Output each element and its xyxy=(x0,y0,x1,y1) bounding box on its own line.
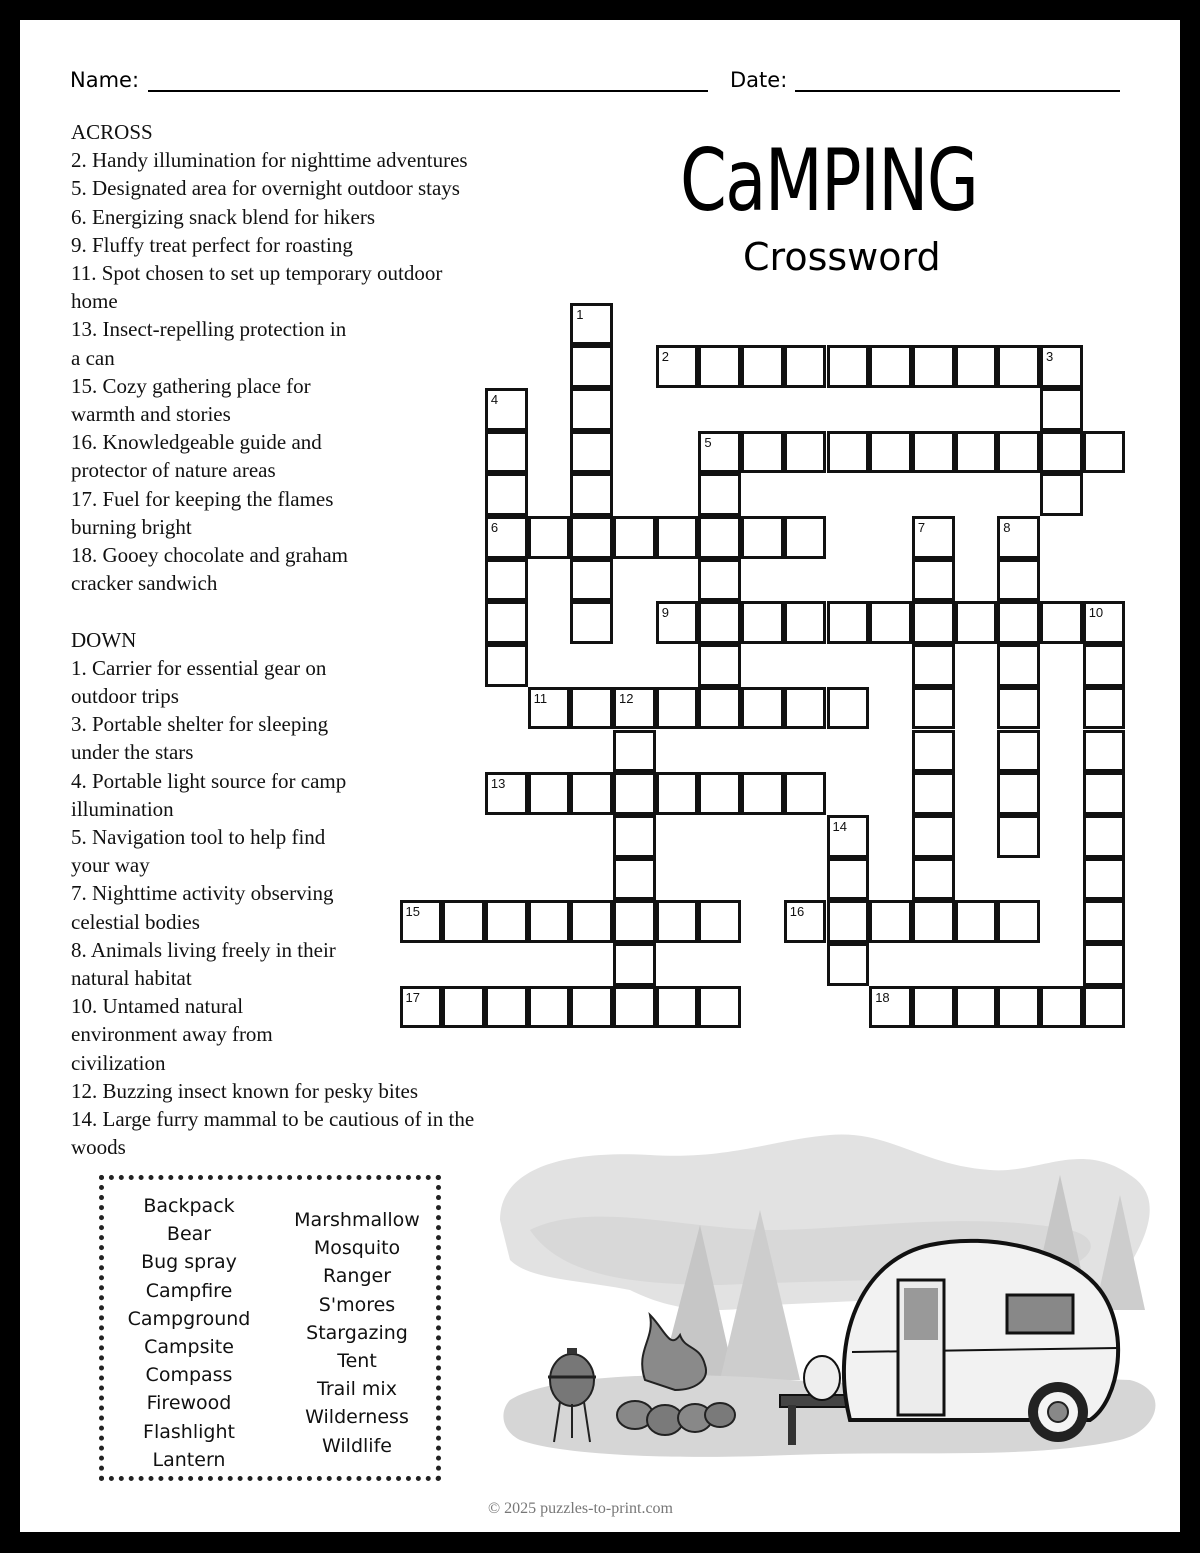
grid-cell[interactable] xyxy=(570,687,613,730)
down-clue-10: 10. Untamed natural xyxy=(71,994,244,1019)
grid-cell[interactable] xyxy=(613,516,656,559)
date-label: Date: xyxy=(730,68,788,92)
grid-cell[interactable] xyxy=(741,431,784,474)
grid-cell[interactable] xyxy=(1083,687,1126,730)
grid-cell[interactable] xyxy=(784,772,827,815)
grid-cell[interactable] xyxy=(912,644,955,687)
grid-cell[interactable] xyxy=(955,986,998,1029)
page-title: CaMPING xyxy=(680,131,978,231)
grid-cell[interactable] xyxy=(1083,644,1126,687)
across-clue-11: 11. Spot chosen to set up temporary outdoor xyxy=(71,261,443,285)
clue-number: 13 xyxy=(490,776,506,792)
grid-cell[interactable] xyxy=(485,644,528,687)
clue-number: 4 xyxy=(490,391,499,407)
worksheet-page xyxy=(20,20,1180,1532)
grid-cell[interactable] xyxy=(997,644,1040,687)
down-clue-12: 12. Buzzing insect known for pesky bites xyxy=(71,1078,419,1103)
grid-cell[interactable] xyxy=(784,431,827,474)
grid-cell[interactable] xyxy=(955,431,998,474)
clue-number: 14 xyxy=(832,818,847,834)
grid-cell[interactable] xyxy=(1040,473,1083,516)
grid-cell[interactable] xyxy=(912,858,955,901)
down-clue-7: celestial bodies xyxy=(71,909,200,934)
grid-cell[interactable] xyxy=(570,431,613,474)
down-clue-4: 4. Portable light source for camp xyxy=(71,768,347,793)
grid-cell[interactable] xyxy=(698,516,741,559)
grid-cell[interactable] xyxy=(528,516,571,559)
clue-number: 3 xyxy=(1046,349,1054,365)
grid-cell[interactable] xyxy=(698,601,741,644)
across-clue-6: 6. Energizing snack blend for hikers xyxy=(71,204,376,229)
grid-cell[interactable] xyxy=(485,516,528,559)
grid-cell[interactable] xyxy=(1083,943,1126,986)
grid-cell[interactable] xyxy=(485,601,528,644)
grid-cell[interactable] xyxy=(400,900,443,943)
word-bank-item: Firewood xyxy=(146,1392,232,1415)
word-bank-item: Wildlife xyxy=(322,1434,392,1457)
clue-number: 2 xyxy=(661,349,669,365)
grid-cell[interactable] xyxy=(570,772,613,815)
grid-cell[interactable] xyxy=(912,559,955,602)
word-bank-item: Campground xyxy=(127,1307,251,1330)
grid-cell[interactable] xyxy=(613,900,656,943)
grid-cell[interactable] xyxy=(656,345,699,388)
grid-cell[interactable] xyxy=(656,986,699,1029)
grid-cell[interactable] xyxy=(912,345,955,388)
word-bank-item: Trail mix xyxy=(317,1378,397,1401)
grid-cell[interactable] xyxy=(741,345,784,388)
grill-icon xyxy=(548,1348,596,1442)
across-clue-2: 2. Handy illumination for nighttime adventures xyxy=(71,148,468,173)
down-clue-8: natural habitat xyxy=(71,966,192,990)
clue-number: 1 xyxy=(576,306,584,322)
word-bank-item: Campfire xyxy=(145,1279,233,1302)
down-clue-10: environment away from xyxy=(71,1022,273,1047)
across-heading: ACROSS xyxy=(71,120,153,144)
grid-cell[interactable] xyxy=(656,516,699,559)
grid-cell[interactable] xyxy=(528,687,571,730)
grid-cell[interactable] xyxy=(570,388,613,431)
down-clue-3: under the stars xyxy=(71,740,194,765)
clue-number: 9 xyxy=(661,605,669,621)
grid-cell[interactable] xyxy=(1083,601,1126,644)
grid-cell[interactable] xyxy=(570,986,613,1029)
grid-cell[interactable] xyxy=(869,601,912,644)
grid-cell[interactable] xyxy=(570,303,613,346)
across-clue-9: 9. Fluffy treat perfect for roasting xyxy=(71,232,353,257)
down-clue-1: outdoor trips xyxy=(71,684,179,708)
grid-cell[interactable] xyxy=(570,900,613,943)
grid-cell[interactable] xyxy=(698,559,741,602)
grid-cell[interactable] xyxy=(827,943,870,986)
grid-cell[interactable] xyxy=(528,900,571,943)
across-clue-18: 18. Gooey chocolate and graham xyxy=(71,543,348,567)
down-clue-4: illumination xyxy=(71,796,174,821)
grid-cell[interactable] xyxy=(1083,986,1126,1029)
grid-cell[interactable] xyxy=(1040,601,1083,644)
grid-cell[interactable] xyxy=(1083,431,1126,474)
grid-cell[interactable] xyxy=(485,900,528,943)
clue-number: 6 xyxy=(490,520,499,535)
grid-cell[interactable] xyxy=(656,687,699,730)
grid-cell[interactable] xyxy=(912,730,955,773)
grid-cell[interactable] xyxy=(698,687,741,730)
grid-cell[interactable] xyxy=(570,473,613,516)
word-bank xyxy=(99,1175,441,1481)
grid-cell[interactable] xyxy=(912,900,955,943)
grid-cell[interactable] xyxy=(827,900,870,943)
clue-number: 15 xyxy=(405,904,420,920)
grid-cell[interactable] xyxy=(485,559,528,602)
grid-cell[interactable] xyxy=(698,986,741,1029)
grid-cell[interactable] xyxy=(613,772,656,815)
grid-cell[interactable] xyxy=(997,559,1040,602)
grid-cell[interactable] xyxy=(613,986,656,1029)
grid-cell[interactable] xyxy=(912,772,955,815)
grid-cell[interactable] xyxy=(955,601,998,644)
clue-number: 5 xyxy=(704,434,712,450)
down-clue-10: civilization xyxy=(71,1050,166,1075)
word-bank-item: Bug spray xyxy=(141,1251,237,1274)
across-clue-17: burning bright xyxy=(71,514,192,539)
camping-illustration xyxy=(470,1080,1170,1510)
down-clue-3: 3. Portable shelter for sleeping xyxy=(71,712,329,737)
across-clue-13: 13. Insect-repelling protection in xyxy=(71,317,347,342)
grid-cell[interactable] xyxy=(698,473,741,516)
grid-cell[interactable] xyxy=(784,516,827,559)
word-bank-item: Campsite xyxy=(144,1336,234,1359)
grid-cell[interactable] xyxy=(869,431,912,474)
grid-cell[interactable] xyxy=(1040,345,1083,388)
down-clue-14: woods xyxy=(71,1135,126,1160)
down-clue-1: 1. Carrier for essential gear on xyxy=(71,655,327,680)
grid-cell[interactable] xyxy=(613,730,656,773)
clue-number: 12 xyxy=(619,690,634,706)
clue-number: 16 xyxy=(789,904,805,920)
grid-cell[interactable] xyxy=(869,345,912,388)
down-clue-5: your way xyxy=(71,853,150,878)
grid-cell[interactable] xyxy=(698,431,741,474)
grid-cell[interactable] xyxy=(912,516,955,559)
grid-cell[interactable] xyxy=(827,601,870,644)
grid-cell[interactable] xyxy=(656,772,699,815)
grid-cell[interactable] xyxy=(912,986,955,1029)
word-bank-item: Backpack xyxy=(143,1195,235,1217)
grid-cell[interactable] xyxy=(656,900,699,943)
across-clue-18: cracker sandwich xyxy=(71,571,218,596)
grid-cell[interactable] xyxy=(613,815,656,858)
across-clue-16: protector of nature areas xyxy=(71,458,276,483)
clue-number: 10 xyxy=(1088,605,1104,621)
grid-cell[interactable] xyxy=(1083,900,1126,943)
grid-cell[interactable] xyxy=(485,772,528,815)
grid-cell[interactable] xyxy=(1040,986,1083,1029)
down-clue-8: 8. Animals living freely in their xyxy=(71,937,336,962)
grid-cell[interactable] xyxy=(741,687,784,730)
grid-cell[interactable] xyxy=(1040,431,1083,474)
word-bank-item: Ranger xyxy=(322,1265,392,1288)
across-clue-17: 17. Fuel for keeping the flames xyxy=(71,486,334,511)
across-clue-5: 5. Designated area for overnight outdoor stays xyxy=(71,176,460,201)
word-bank-item: S'mores xyxy=(318,1293,396,1316)
across-clue-11: home xyxy=(71,289,118,314)
grid-cell[interactable] xyxy=(997,815,1040,858)
grid-cell[interactable] xyxy=(912,815,955,858)
grid-cell[interactable] xyxy=(570,559,613,602)
grid-cell[interactable] xyxy=(698,900,741,943)
grid-cell[interactable] xyxy=(827,815,870,858)
grid-cell[interactable] xyxy=(698,772,741,815)
grid-cell[interactable] xyxy=(613,943,656,986)
grid-cell[interactable] xyxy=(698,644,741,687)
word-bank-item: Wilderness xyxy=(305,1406,409,1429)
grid-cell[interactable] xyxy=(997,516,1040,559)
grid-cell[interactable] xyxy=(698,345,741,388)
grid-cell[interactable] xyxy=(784,900,827,943)
grid-cell[interactable] xyxy=(741,516,784,559)
grid-cell[interactable] xyxy=(485,431,528,474)
grid-cell[interactable] xyxy=(570,601,613,644)
grid-cell[interactable] xyxy=(912,601,955,644)
grid-cell[interactable] xyxy=(741,772,784,815)
grid-cell[interactable] xyxy=(613,687,656,730)
grid-cell[interactable] xyxy=(485,388,528,431)
word-bank-item: Bear xyxy=(166,1223,212,1246)
clue-number: 8 xyxy=(1003,520,1011,535)
grid-cell[interactable] xyxy=(442,986,485,1029)
word-bank-right-column xyxy=(272,1206,442,1460)
grid-cell[interactable] xyxy=(997,986,1040,1029)
grid-cell[interactable] xyxy=(997,431,1040,474)
grid-cell[interactable] xyxy=(997,601,1040,644)
grid-cell[interactable] xyxy=(528,772,571,815)
copyright-footer: © 2025 puzzles-to-print.com xyxy=(488,1500,673,1517)
grid-cell[interactable] xyxy=(827,858,870,901)
across-clue-15: 15. Cozy gathering place for xyxy=(71,373,311,398)
word-bank-item: Flashlight xyxy=(143,1420,235,1443)
down-clue-14: 14. Large furry mammal to be cautious of in the xyxy=(71,1107,475,1131)
grid-cell[interactable] xyxy=(997,730,1040,773)
name-label: Name: xyxy=(70,68,140,92)
grid-cell[interactable] xyxy=(912,687,955,730)
clue-number: 18 xyxy=(875,989,890,1005)
grid-cell[interactable] xyxy=(997,900,1040,943)
grid-cell[interactable] xyxy=(400,986,443,1029)
across-clue-13: a can xyxy=(71,345,115,370)
grid-cell[interactable] xyxy=(784,601,827,644)
grid-cell[interactable] xyxy=(442,900,485,943)
grid-cell[interactable] xyxy=(869,986,912,1029)
across-clue-16: 16. Knowledgeable guide and xyxy=(71,430,322,455)
crossword-grid xyxy=(20,20,1180,1100)
grid-cell[interactable] xyxy=(741,601,784,644)
grid-cell[interactable] xyxy=(869,900,912,943)
grid-cell[interactable] xyxy=(784,345,827,388)
grid-cell[interactable] xyxy=(613,858,656,901)
grid-cell[interactable] xyxy=(1083,730,1126,773)
word-bank-item: Lantern xyxy=(152,1448,226,1471)
across-clue-15: warmth and stories xyxy=(71,402,231,426)
grid-cell[interactable] xyxy=(485,473,528,516)
grid-cell[interactable] xyxy=(997,772,1040,815)
word-bank-item: Marshmallow xyxy=(294,1209,420,1231)
grid-cell[interactable] xyxy=(997,687,1040,730)
clue-number: 17 xyxy=(405,989,420,1005)
clue-number: 11 xyxy=(533,690,548,706)
word-bank-item: Compass xyxy=(145,1364,233,1387)
grid-cell[interactable] xyxy=(1040,388,1083,431)
down-clue-7: 7. Nighttime activity observing xyxy=(71,881,334,906)
grid-cell[interactable] xyxy=(656,601,699,644)
word-bank-left-column xyxy=(104,1192,274,1474)
grid-cell[interactable] xyxy=(784,687,827,730)
grid-cell[interactable] xyxy=(1083,815,1126,858)
grid-cell[interactable] xyxy=(1083,772,1126,815)
grid-cell[interactable] xyxy=(570,516,613,559)
clue-number: 7 xyxy=(917,520,926,535)
grid-cell[interactable] xyxy=(827,431,870,474)
grid-cell[interactable] xyxy=(528,986,571,1029)
page-subtitle: Crossword xyxy=(743,235,941,279)
down-heading: DOWN xyxy=(71,627,137,652)
grid-cell[interactable] xyxy=(955,345,998,388)
grid-cell[interactable] xyxy=(570,345,613,388)
grid-cell[interactable] xyxy=(485,986,528,1029)
grid-cell[interactable] xyxy=(827,687,870,730)
word-bank-item: Tent xyxy=(337,1350,377,1373)
down-clue-5: 5. Navigation tool to help find xyxy=(71,825,326,849)
grid-cell[interactable] xyxy=(827,345,870,388)
grid-cell[interactable] xyxy=(955,900,998,943)
word-bank-item: Stargazing xyxy=(306,1321,408,1344)
grid-cell[interactable] xyxy=(997,345,1040,388)
grid-cell[interactable] xyxy=(912,431,955,474)
word-bank-item: Mosquito xyxy=(313,1237,401,1260)
grid-cell[interactable] xyxy=(1083,858,1126,901)
